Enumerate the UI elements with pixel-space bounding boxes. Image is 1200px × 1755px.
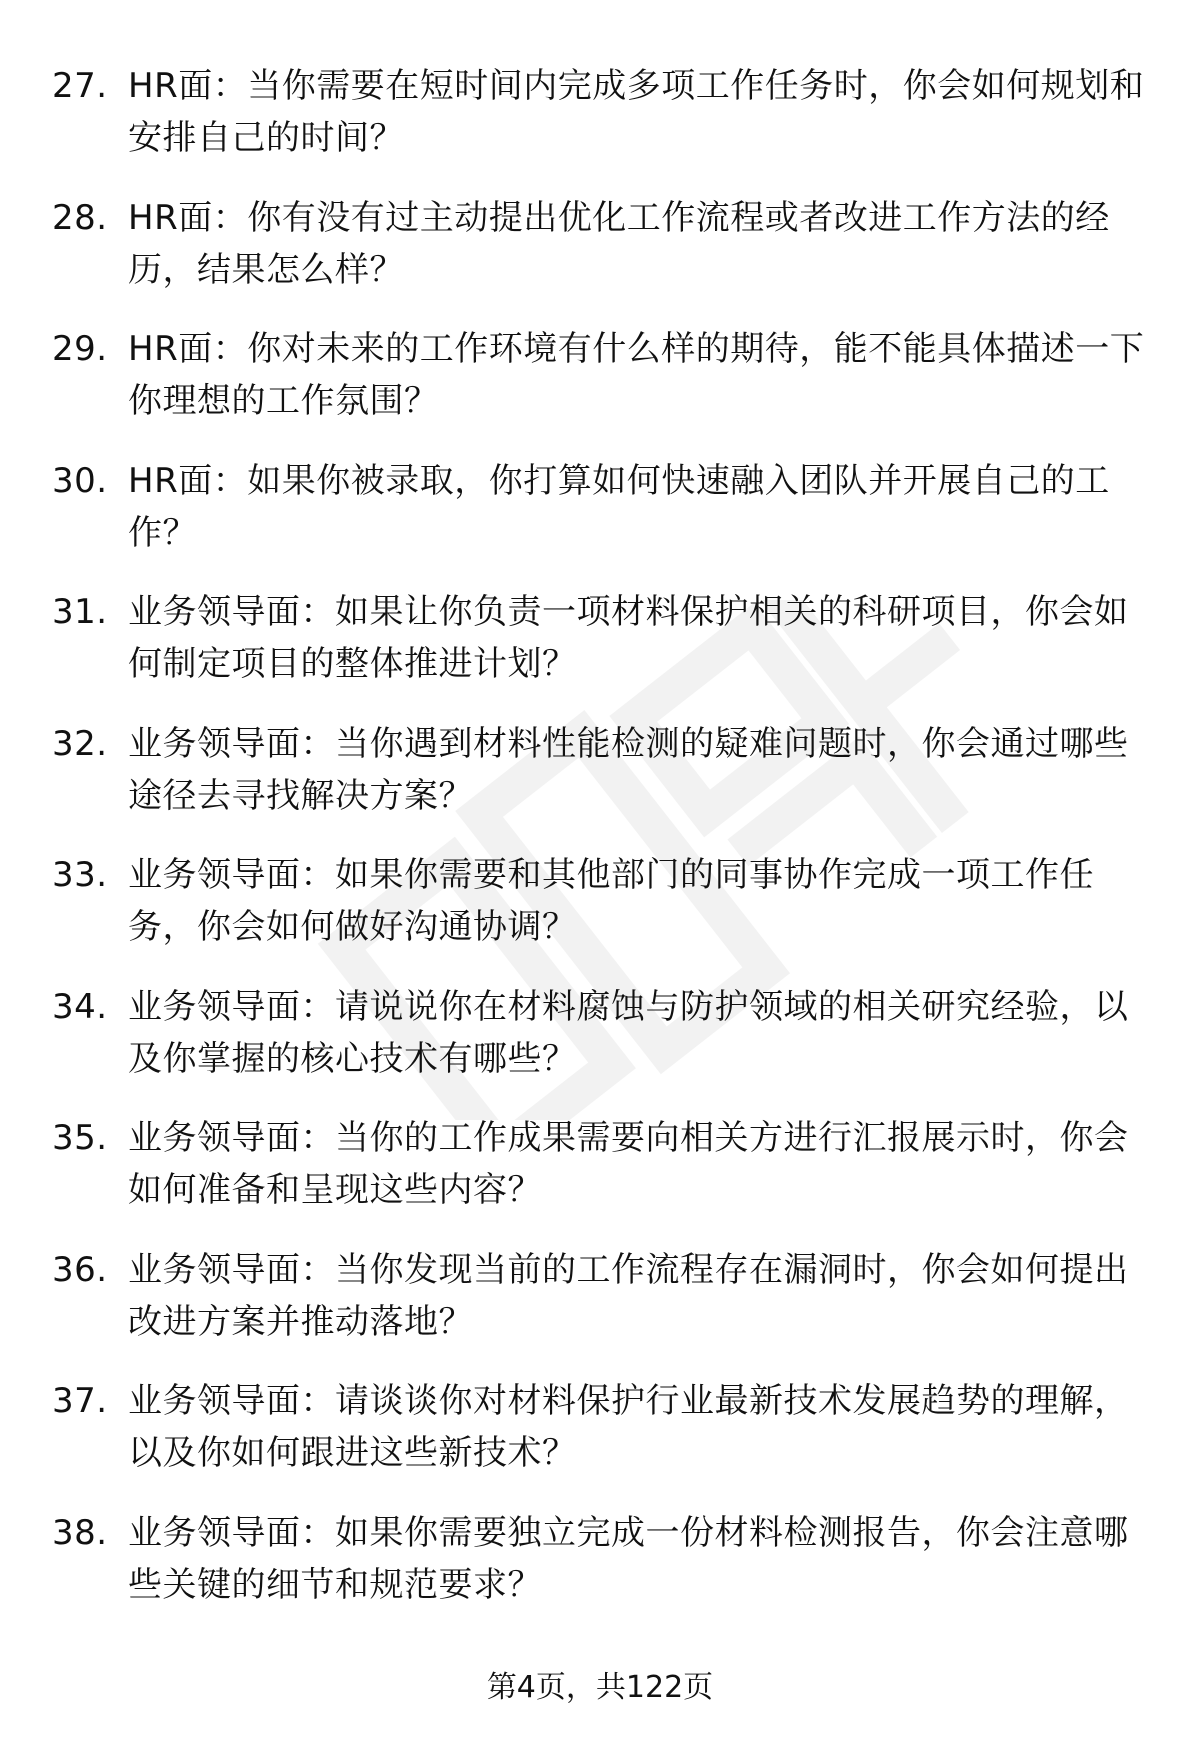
- question-number: 28.: [52, 197, 108, 238]
- question-item: [0, 455, 1200, 587]
- question-item: [0, 586, 1200, 718]
- question-number: 29.: [52, 329, 108, 369]
- question-text: HR面：如果你被录取，你打算如何快速融入团队并开展自己的工作？: [128, 460, 1110, 553]
- question-item: [0, 718, 1200, 850]
- question-item: [0, 60, 1200, 192]
- question-item: [0, 1507, 1200, 1639]
- question-list: [0, 60, 1200, 1638]
- question-number: 34.: [52, 986, 108, 1027]
- question-item: [0, 1112, 1200, 1244]
- question-number: 27.: [52, 66, 108, 106]
- question-text: HR面：当你需要在短时间内完成多项工作任务时，你会如何规划和安排自己的时间？: [128, 66, 1145, 158]
- question-text: 业务领导面：请说说你在材料腐蚀与防护领域的相关研究经验，以及你掌握的核心技术有哪些？: [128, 986, 1129, 1079]
- question-number: 31.: [52, 592, 108, 632]
- question-item: [0, 1375, 1200, 1507]
- question-number: 38.: [52, 1512, 108, 1553]
- question-number: 30.: [52, 460, 108, 501]
- question-number: 37.: [52, 1381, 108, 1421]
- question-text: 业务领导面：如果让你负责一项材料保护相关的科研项目，你会如何制定项目的整体推进计划？: [128, 592, 1129, 684]
- question-item: [0, 981, 1200, 1113]
- question-number: 32.: [52, 723, 108, 764]
- question-number: 35.: [52, 1118, 108, 1158]
- question-text: 业务领导面：当你遇到材料性能检测的疑难问题时，你会通过哪些途径去寻找解决方案？: [128, 723, 1129, 816]
- page-number-label: 第4页，共122页: [486, 1670, 714, 1705]
- question-text: 业务领导面：当你的工作成果需要向相关方进行汇报展示时，你会如何准备和呈现这些内容？: [128, 1118, 1129, 1210]
- question-item: [0, 1244, 1200, 1376]
- question-item: [0, 323, 1200, 455]
- question-text: 业务领导面：请谈谈你对材料保护行业最新技术发展趋势的理解，以及你如何跟进这些新技术？: [128, 1381, 1129, 1473]
- question-text: 业务领导面：如果你需要独立完成一份材料检测报告，你会注意哪些关键的细节和规范要求？: [128, 1512, 1129, 1605]
- question-item: [0, 849, 1200, 981]
- question-text: HR面：你对未来的工作环境有什么样的期待，能不能具体描述一下你理想的工作氛围？: [128, 329, 1145, 421]
- question-text: 业务领导面：如果你需要和其他部门的同事协作完成一项工作任务，你会如何做好沟通协调？: [128, 855, 1094, 947]
- question-item: [0, 192, 1200, 324]
- question-number: 36.: [52, 1249, 108, 1290]
- question-text: 业务领导面：当你发现当前的工作流程存在漏洞时，你会如何提出改进方案并推动落地？: [128, 1249, 1129, 1342]
- page-footer: [0, 1668, 1200, 1708]
- question-text: HR面：你有没有过主动提出优化工作流程或者改进工作方法的经历，结果怎么样？: [128, 197, 1110, 290]
- question-number: 33.: [52, 855, 108, 895]
